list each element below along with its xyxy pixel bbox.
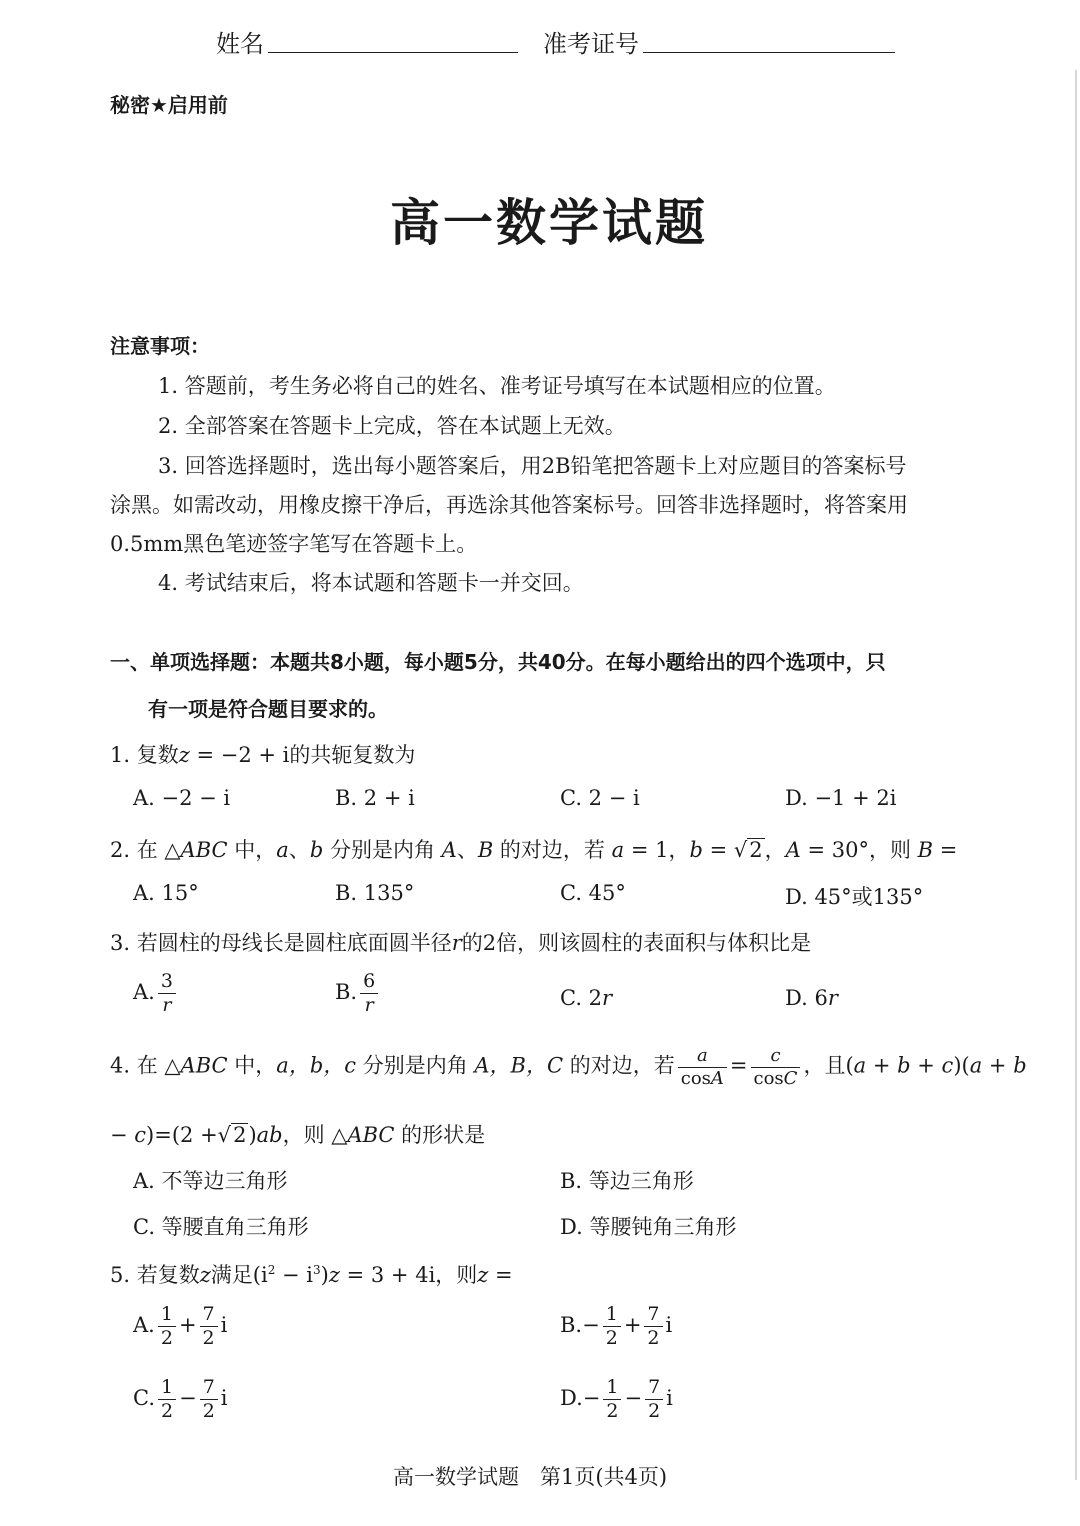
q2-text: = xyxy=(933,838,958,862)
q2-text: 的对边，若 xyxy=(493,838,612,862)
numerator: 1 xyxy=(603,1303,621,1327)
notice-line: 2. 全部答案在答题卡上完成，答在本试题上无效。 xyxy=(158,414,626,438)
q2-option-c: C. 45° xyxy=(560,881,626,905)
fraction xyxy=(360,970,378,1017)
numerator: 3 xyxy=(158,970,176,994)
q4-option-a: A. 不等边三角形 xyxy=(133,1169,288,1193)
q5-text: 满足(i xyxy=(210,1263,268,1287)
option-var: r xyxy=(602,986,613,1010)
q4-var: c xyxy=(941,1053,954,1078)
notice-line: 1. 答题前，考生务必将自己的姓名、准考证号填写在本试题相应的位置。 xyxy=(158,374,836,398)
q2-var: b xyxy=(309,838,324,862)
notice-line: 涂黑。如需改动，用橡皮擦干净后，再选涂其他答案标号。回答非选择题时，将答案用 xyxy=(110,493,908,517)
notice-line: 3. 回答选择题时，选出每小题答案后，用2B铅笔把答题卡上对应题目的答案标号 xyxy=(158,454,907,478)
exponent: 2 xyxy=(267,1263,276,1277)
q2-text: 中， xyxy=(227,838,277,862)
q2-var: ABC xyxy=(180,838,228,862)
numerator: 1 xyxy=(158,1303,176,1327)
option-label: B. xyxy=(560,1312,583,1337)
option-label: A. xyxy=(133,979,155,1004)
denominator: r xyxy=(364,993,374,1016)
q4-text: ) xyxy=(248,1123,257,1147)
q1-option-d: D. −1 + 2i xyxy=(785,786,897,810)
page-title: 高一数学试题 xyxy=(390,194,708,252)
q4-var: ABC xyxy=(347,1123,395,1147)
q4-var: c xyxy=(134,1123,147,1147)
q2-var: b xyxy=(689,838,703,862)
imaginary-unit: i xyxy=(665,1312,673,1337)
fraction xyxy=(645,1376,663,1423)
q4-text: + xyxy=(910,1053,942,1078)
operator: + xyxy=(623,1312,642,1337)
q1-option-a: A. −2 − i xyxy=(133,786,231,810)
notice-line: 4. 考试结束后，将本试题和答题卡一并交回。 xyxy=(158,571,584,595)
q2-option-a: A. 15° xyxy=(133,881,199,905)
confidential-mark: 秘密★启用前 xyxy=(110,93,228,117)
option-label: D. 6 xyxy=(785,986,828,1010)
question-1-stem xyxy=(110,739,415,769)
option-var: r xyxy=(827,986,838,1010)
option-label: B. xyxy=(335,979,358,1004)
denominator: r xyxy=(162,993,172,1016)
q2-option-b: B. 135° xyxy=(335,881,415,905)
numerator: 1 xyxy=(603,1376,621,1400)
option-label: C. 2 xyxy=(560,986,603,1010)
q5-text: 5. 若复数 xyxy=(110,1263,200,1287)
fraction xyxy=(200,1376,218,1423)
q3-option-b xyxy=(335,970,381,1017)
q2-text: = 30°，则 xyxy=(800,838,918,862)
q2-var: A xyxy=(785,838,801,862)
denominator: 2 xyxy=(605,1326,618,1349)
q1-var: z xyxy=(178,743,190,767)
q2-var: a xyxy=(611,838,625,862)
denominator: 2 xyxy=(202,1399,215,1422)
q2-text: = 1， xyxy=(624,838,690,862)
q4-var: a xyxy=(853,1053,867,1078)
q5-option-d xyxy=(560,1376,673,1423)
denominator: 2 xyxy=(161,1399,174,1422)
q4-var: b xyxy=(1013,1053,1027,1078)
q4-var: ABC xyxy=(180,1053,228,1078)
q2-var: B xyxy=(917,838,934,862)
numerator: c xyxy=(751,1045,801,1068)
imaginary-unit: i xyxy=(220,1385,228,1410)
angle-var: A xyxy=(710,1067,724,1089)
sqrt-symbol: √2 xyxy=(217,1123,247,1147)
q4-text: 分别是内角 xyxy=(356,1053,475,1078)
q4-text: 4. 在 △ xyxy=(110,1053,181,1078)
cos-text: cos xyxy=(753,1067,784,1089)
numerator: 7 xyxy=(200,1376,218,1400)
q5-text: = 3 + 4i，则 xyxy=(339,1263,478,1287)
q4-option-c: C. 等腰直角三角形 xyxy=(133,1215,309,1239)
denominator: 2 xyxy=(160,1326,173,1349)
q1-text: = −2 + i的共轭复数为 xyxy=(189,743,416,767)
q5-text: = xyxy=(488,1263,513,1287)
numerator: 7 xyxy=(645,1376,663,1400)
sqrt-radicand: 2 xyxy=(749,838,763,862)
fraction xyxy=(751,1045,801,1089)
q4-text: − xyxy=(110,1123,135,1147)
q5-text: ) xyxy=(320,1263,329,1287)
q4-var: a xyxy=(969,1053,983,1078)
denominator xyxy=(751,1068,801,1090)
fraction xyxy=(644,1303,662,1350)
q4-text: ，则 △ xyxy=(282,1123,348,1147)
numerator: 6 xyxy=(360,970,378,994)
q4-text: 的形状是 xyxy=(394,1123,486,1147)
q1-option-b: B. 2 + i xyxy=(335,786,415,810)
q4-var: a，b，c xyxy=(276,1053,357,1078)
q5-option-c xyxy=(133,1376,228,1423)
q5-var: z xyxy=(199,1263,211,1287)
name-label: 姓名 xyxy=(216,30,264,58)
question-5-stem xyxy=(110,1259,513,1289)
denominator: 2 xyxy=(202,1326,215,1349)
question-4-stem-cont xyxy=(110,1119,485,1149)
fraction xyxy=(603,1303,621,1350)
q4-option-b: B. 等边三角形 xyxy=(560,1169,694,1193)
q2-var: a xyxy=(276,838,289,862)
sqrt-radicand: 2 xyxy=(233,1123,247,1147)
q4-text: )=(2 + xyxy=(146,1123,218,1147)
notice-heading: 注意事项： xyxy=(110,334,210,358)
q3-var: r xyxy=(451,931,462,955)
option-label: D. xyxy=(560,1385,583,1410)
sign: − xyxy=(582,1312,600,1337)
q2-text: 、 xyxy=(288,838,310,862)
imaginary-unit: i xyxy=(666,1385,673,1410)
exam-id-label: 准考证号 xyxy=(543,30,639,58)
q1-text: 1. 复数 xyxy=(110,743,179,767)
q4-text: )( xyxy=(953,1053,970,1078)
operator: − xyxy=(179,1385,197,1410)
q3-text: 3. 若圆柱的母线长是圆柱底面圆半径 xyxy=(110,931,452,955)
fraction xyxy=(158,1303,176,1350)
q4-text: 中， xyxy=(227,1053,277,1078)
page-footer: 高一数学试题 第1页(共4页) xyxy=(393,1465,668,1489)
operator: + xyxy=(178,1312,197,1337)
numerator: 1 xyxy=(158,1376,176,1400)
q5-text: − i xyxy=(275,1263,314,1287)
q5-var: z xyxy=(328,1263,340,1287)
imaginary-unit: i xyxy=(220,1312,228,1337)
denominator xyxy=(678,1068,727,1090)
option-label: C. xyxy=(133,1385,155,1410)
name-underline xyxy=(268,52,518,53)
notice-line: 0.5mm黑色笔迹签字笔写在答题卡上。 xyxy=(110,532,478,556)
q1-option-c: C. 2 − i xyxy=(560,786,640,810)
operator: − xyxy=(624,1385,643,1410)
q2-text: 2. 在 △ xyxy=(110,838,181,862)
q4-var: b xyxy=(897,1053,911,1078)
q5-option-b xyxy=(560,1303,672,1350)
q5-option-a xyxy=(133,1303,227,1350)
numerator: 7 xyxy=(200,1303,218,1327)
fraction xyxy=(678,1045,727,1089)
q2-option-d: D. 45°或135° xyxy=(785,885,924,909)
q4-text: + xyxy=(982,1053,1014,1078)
q3-option-a xyxy=(133,970,179,1017)
q4-text: ，且( xyxy=(803,1053,854,1078)
q2-var: A xyxy=(441,838,457,862)
cos-text: cos xyxy=(680,1067,711,1089)
q3-option-d xyxy=(785,986,838,1010)
denominator: 2 xyxy=(606,1399,619,1422)
fraction xyxy=(158,970,176,1017)
q4-var: ab xyxy=(256,1123,283,1147)
denominator: 2 xyxy=(648,1399,661,1422)
q3-text: 的2倍，则该圆柱的表面积与体积比是 xyxy=(461,931,812,955)
section-heading: 一、单项选择题：本题共8小题，每小题5分，共40分。在每小题给出的四个选项中，只 xyxy=(110,650,886,674)
q4-option-d: D. 等腰钝角三角形 xyxy=(560,1215,737,1239)
question-3-stem xyxy=(110,927,811,957)
q2-text: 、 xyxy=(456,838,478,862)
sqrt-symbol: √2 xyxy=(733,838,763,862)
equals: = xyxy=(729,1053,748,1078)
sign: − xyxy=(582,1385,601,1410)
question-2-stem xyxy=(110,834,957,864)
q4-text: + xyxy=(866,1053,898,1078)
exam-id-underline xyxy=(643,52,895,53)
q4-text: 的对边，若 xyxy=(563,1053,675,1078)
exponent: 3 xyxy=(313,1263,321,1277)
q2-text: 分别是内角 xyxy=(323,838,442,862)
q5-var: z xyxy=(477,1263,489,1287)
q2-text: ， xyxy=(764,838,786,862)
fraction xyxy=(603,1376,621,1423)
fraction xyxy=(200,1303,218,1350)
option-label: A. xyxy=(133,1312,155,1337)
q3-option-c xyxy=(560,986,612,1010)
section-heading-cont: 有一项是符合题目要求的。 xyxy=(148,697,388,721)
numerator: a xyxy=(678,1045,727,1068)
fraction xyxy=(158,1376,176,1423)
denominator: 2 xyxy=(647,1326,660,1349)
page-edge-shadow xyxy=(1075,70,1077,1480)
q2-var: B xyxy=(477,838,494,862)
question-4-stem xyxy=(110,1045,1027,1089)
angle-var: C xyxy=(783,1067,798,1089)
q2-text: = xyxy=(702,838,734,862)
q4-var: A，B，C xyxy=(474,1053,564,1078)
numerator: 7 xyxy=(644,1303,662,1327)
